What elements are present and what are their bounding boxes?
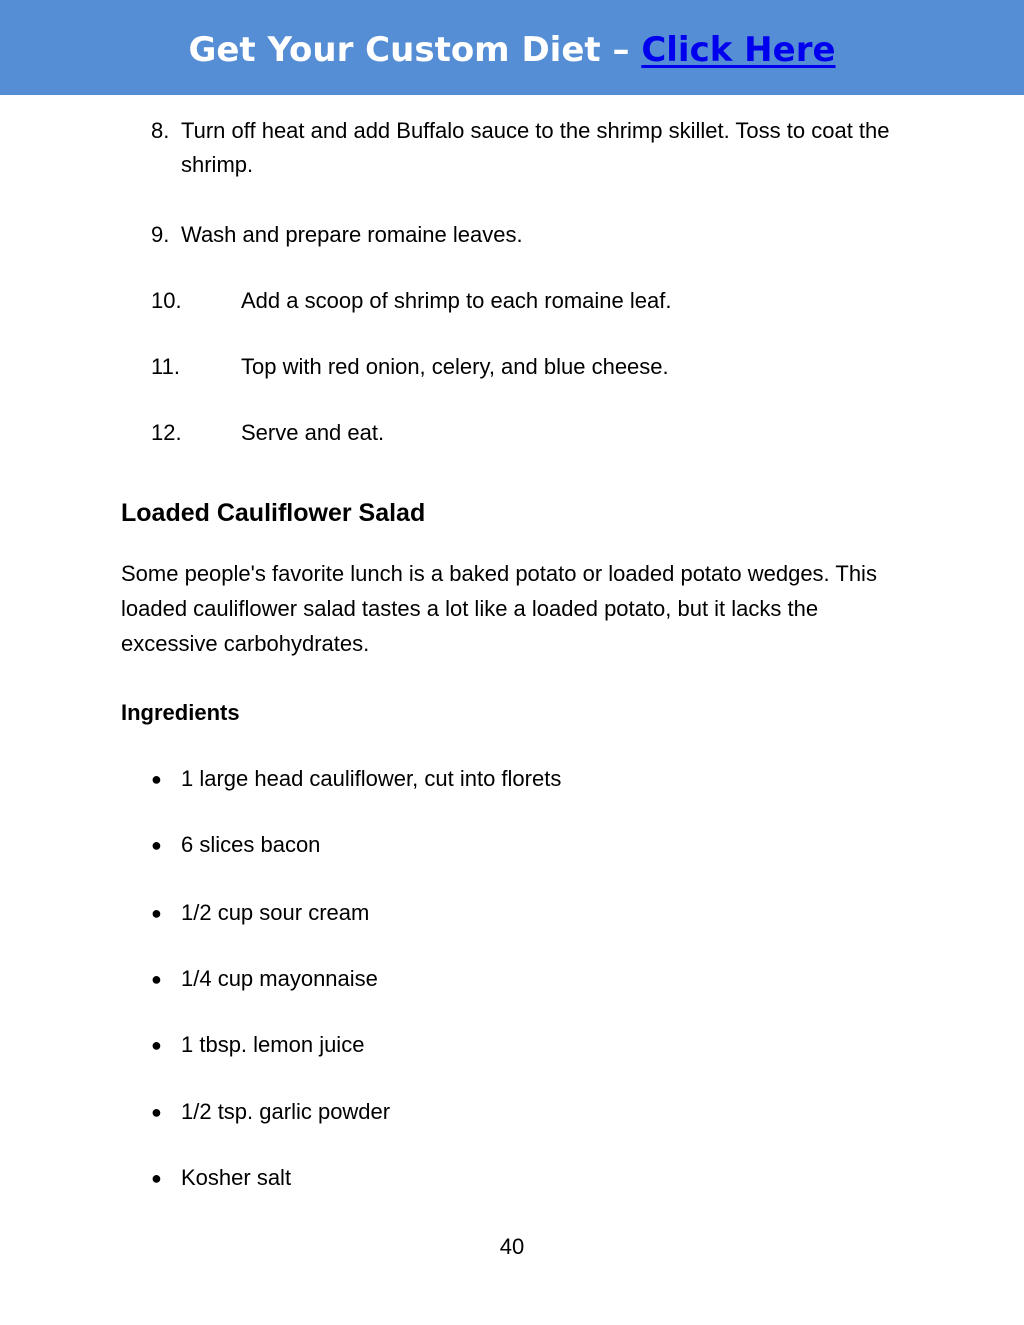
step-number: 8.	[151, 118, 170, 143]
recipe-title: Loaded Cauliflower Salad	[121, 499, 426, 527]
ingredient-text: 1/4 cup mayonnaise	[181, 966, 378, 991]
bullet-icon: ●	[151, 969, 162, 989]
ingredients-heading: Ingredients	[121, 700, 240, 725]
bullet-icon: ●	[151, 835, 162, 855]
step-number: 10.	[151, 288, 182, 313]
page-number: 40	[499, 1234, 525, 1259]
ingredient-item	[151, 1095, 390, 1129]
instruction-step-11	[151, 350, 891, 384]
ingredient-text: 6 slices bacon	[181, 832, 321, 857]
ingredient-text: 1 tbsp. lemon juice	[181, 1032, 365, 1057]
instruction-step-8	[151, 114, 891, 182]
ingredient-item	[151, 1161, 291, 1195]
ingredient-item	[151, 1028, 364, 1062]
bullet-icon: ●	[151, 1102, 162, 1122]
ingredient-text: 1 large head cauliflower, cut into florets	[181, 766, 562, 791]
banner-text: Get Your Custom Diet –	[188, 30, 642, 70]
ingredient-item	[151, 828, 320, 862]
ingredient-item	[151, 762, 561, 796]
ingredient-text: Kosher salt	[181, 1165, 292, 1190]
bullet-icon: ●	[151, 769, 162, 789]
ingredient-item	[151, 962, 378, 996]
ingredient-text: 1/2 tsp. garlic powder	[181, 1099, 391, 1124]
click-here-link[interactable]: Click Here	[641, 30, 836, 70]
custom-diet-banner	[0, 0, 1024, 95]
step-number: 9.	[151, 222, 170, 247]
step-text: Wash and prepare romaine leaves.	[181, 222, 523, 247]
ingredient-item	[151, 896, 369, 930]
ingredient-text: 1/2 cup sour cream	[181, 900, 370, 925]
step-number: 11.	[151, 354, 180, 379]
step-text: Top with red onion, celery, and blue cheese.	[241, 354, 669, 379]
instruction-step-10	[151, 284, 891, 318]
step-text: Turn off heat and add Buffalo sauce to the shrimp skillet. Toss to coat the shrimp.	[181, 118, 890, 177]
bullet-icon: ●	[151, 1168, 162, 1188]
bullet-icon: ●	[151, 1035, 162, 1055]
recipe-intro: Some people's favorite lunch is a baked potato or loaded potato wedges. This loaded cauliflower salad tastes a lot like a loaded potato, but it lacks the excessive carbohydrates.	[121, 561, 877, 656]
instruction-step-12	[151, 416, 891, 450]
bullet-icon: ●	[151, 903, 162, 923]
step-text: Add a scoop of shrimp to each romaine leaf.	[241, 288, 672, 313]
step-number: 12.	[151, 420, 182, 445]
instruction-step-9	[151, 218, 891, 252]
step-text: Serve and eat.	[241, 420, 385, 445]
